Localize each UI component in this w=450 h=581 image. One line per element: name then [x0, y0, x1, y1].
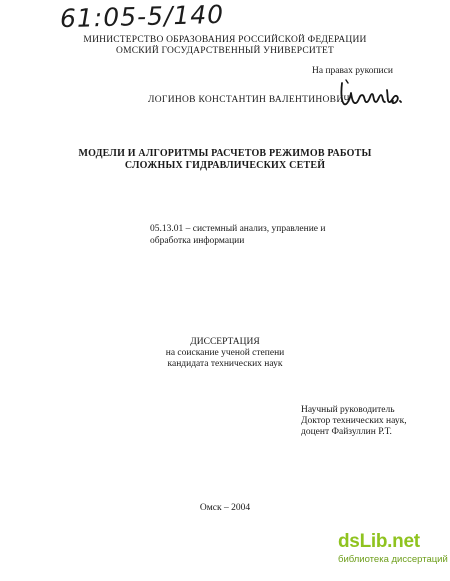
dslib-logo: dsLib.net: [338, 531, 420, 552]
title-line: СЛОЖНЫХ ГИДРАВЛИЧЕСКИХ СЕТЕЙ: [124, 160, 326, 171]
dslib-watermark[interactable]: [338, 531, 446, 575]
specialty-line: 05.13.01 – системный анализ, управление и: [150, 224, 326, 234]
thesis-line: кандидата технических наук: [167, 359, 283, 369]
advisor-line: Доктор технических наук,: [301, 416, 407, 426]
university-line: ОМСКИЙ ГОСУДАРСТВЕННЫЙ УНИВЕРСИТЕТ: [116, 46, 334, 56]
advisor-line: Научный руководитель: [301, 405, 395, 415]
thesis-line: на соискание ученой степени: [165, 348, 285, 358]
manuscript-note: На правах рукописи: [312, 66, 393, 76]
ministry-header: [0, 35, 450, 57]
ministry-line: МИНИСТЕРСТВО ОБРАЗОВАНИЯ РОССИЙСКОЙ ФЕДЕРАЦИИ: [83, 35, 367, 45]
scientific-advisor: [301, 405, 407, 438]
title-line: МОДЕЛИ И АЛГОРИТМЫ РАСЧЕТОВ РЕЖИМОВ РАБОТЫ: [78, 148, 372, 159]
dslib-tagline: библиотека диссертаций: [338, 554, 448, 565]
specialty: [150, 223, 325, 247]
dissertation-title: [0, 148, 450, 172]
thesis-heading: ДИССЕРТАЦИЯ: [190, 337, 260, 347]
thesis-type: [0, 337, 450, 370]
advisor-line: доцент Файзуллин Р.Т.: [301, 427, 392, 437]
archive-number: 61:05-5/140: [59, 0, 225, 34]
handwritten-signature: [338, 77, 408, 111]
specialty-line: обработка информации: [150, 236, 245, 246]
author-name: ЛОГИНОВ КОНСТАНТИН ВАЛЕНТИНОВИЧ: [148, 95, 350, 105]
city-year: Омск – 2004: [199, 503, 251, 513]
